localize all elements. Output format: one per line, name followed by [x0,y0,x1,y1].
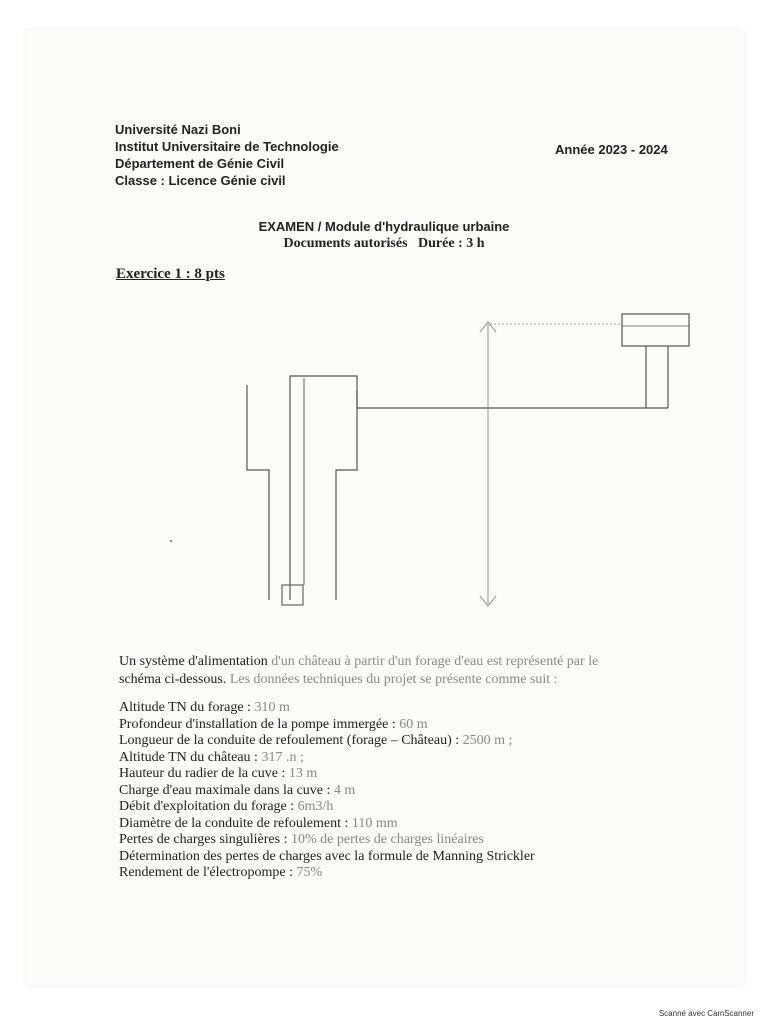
list-item: Altitude TN du château : 317 .n ; [119,749,304,765]
exam-title: EXAMEN / Module d'hydraulique urbaine [258,219,510,234]
list-item: Longueur de la conduite de refoulement (forage – Château) : 2500 m ; [119,733,513,748]
scanner-watermark: Scanné avec CamScanner [658,1009,754,1018]
list-item: Hauteur du radier de la cuve : 13 m [119,766,318,781]
list-item: Détermination des pertes de charges avec la formule de Manning Strickler [119,848,535,864]
intro-line2-b: Les données techniques du projet se présente comme suit : [226,672,558,687]
intro-line1-a: Un système d'alimentation [119,654,268,669]
intro-line2-a: schéma ci-dessous. [119,672,227,687]
department-name: Département de Génie Civil [115,156,285,171]
list-item: Profondeur d'installation de la pompe immergée : 60 m [119,716,428,732]
technical-data-list [119,700,535,882]
exercise-introduction [119,653,679,689]
exam-subtitle: Documents autorisés Durée : 3 h [283,236,485,251]
institute-name: Institut Universitaire de Technologie [115,139,339,154]
delivery-pipe [357,390,668,408]
borehole-right-casing [290,376,357,600]
university-name: Université Nazi Boni [115,122,241,137]
submersible-pump [282,585,303,605]
list-item: Pertes de charges singulières : 10% de pertes de charges linéaires [119,832,484,847]
list-item: Diamètre de la conduite de refoulement : 110 mm [119,815,398,831]
borehole-left-wall [247,385,269,600]
academic-year: Année 2023 - 2024 [555,142,668,157]
list-item: Altitude TN du forage : 310 m [119,700,290,715]
list-item: Charge d'eau maximale dans la cuve : 4 m [119,782,356,798]
list-item: Rendement de l'électropompe : 75% [119,865,323,880]
list-item: Débit d'exploitation du forage : 6m3/h [119,799,334,814]
exercise-title: Exercice 1 : 8 pts [116,266,225,282]
intro-line1-b: d'un château à partir d'un forage d'eau est représenté par le [267,654,599,669]
class-name: Classe : Licence Génie civil [115,173,286,188]
water-tank [622,314,689,346]
